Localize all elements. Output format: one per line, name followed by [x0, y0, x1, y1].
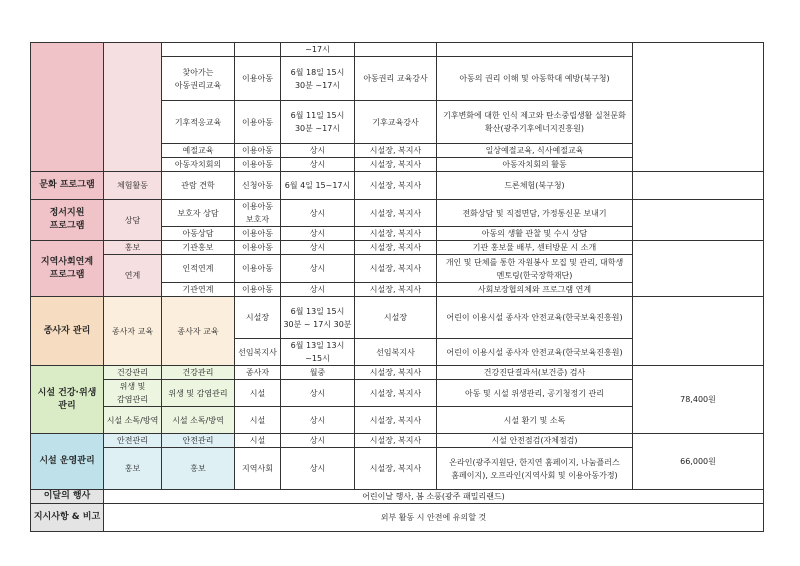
- time-cell: ~17시: [281, 43, 355, 57]
- event-cell: 어린이날 행사, 봄 소풍(광주 패밀리랜드): [104, 490, 764, 504]
- content-cell: 드론체험(북구청): [437, 172, 633, 200]
- place-cell: 시설장, 복지사: [355, 407, 437, 434]
- target-cell: 시설: [235, 434, 281, 448]
- place-cell: 시설장, 복지사: [355, 172, 437, 200]
- time-cell: 상시: [281, 255, 355, 283]
- content-cell: 아동자치회의 활동: [437, 158, 633, 172]
- time-cell: 6월 13일 13시~15시: [281, 339, 355, 366]
- table-row: [31, 504, 764, 532]
- budget-cell: 78,400원: [633, 366, 764, 434]
- place-cell: 시설장, 복지사: [355, 283, 437, 297]
- program-cell: 관람 견학: [162, 172, 235, 200]
- target-cell: 이용아동: [235, 283, 281, 297]
- program-cell: 찾아가는 아동권리교육: [162, 57, 235, 101]
- place-cell: 시설장, 복지사: [355, 200, 437, 227]
- subcategory-cell: 종사자 교육: [104, 297, 162, 366]
- time-cell: 상시: [281, 380, 355, 407]
- content-cell: 어린이 이용시설 종사자 안전교육(한국보육진흥원): [437, 297, 633, 339]
- time-cell: 6월 4일 15~17시: [281, 172, 355, 200]
- time-cell: 상시: [281, 241, 355, 255]
- monthly-plan-table: [30, 42, 764, 532]
- category-cell: 지시사항 & 비고: [31, 504, 104, 532]
- target-cell: 이용아동: [235, 227, 281, 241]
- time-cell: 상시: [281, 434, 355, 448]
- category-cell: 이달의 행사: [31, 490, 104, 504]
- program-cell: 아동자치회의: [162, 158, 235, 172]
- place-cell: 시설장, 복지사: [355, 227, 437, 241]
- target-cell: 이용아동: [235, 101, 281, 144]
- subcategory-cell: 안전관리: [104, 434, 162, 448]
- time-cell: 월중: [281, 366, 355, 380]
- target-cell: 이용아동: [235, 158, 281, 172]
- place-cell: 시설장, 복지사: [355, 366, 437, 380]
- place-cell: 선임복지사: [355, 339, 437, 366]
- content-cell: 기후변화에 대한 인식 제고와 탄소중립생활 실천문화 확산(광주기후에너지진흥원): [437, 101, 633, 144]
- subcategory-cell: [104, 43, 162, 172]
- target-cell: 이용아동: [235, 241, 281, 255]
- content-cell: 전화상담 및 직접면담, 가정통신문 보내기: [437, 200, 633, 227]
- category-cell: 정서지원 프로그램: [31, 200, 104, 241]
- target-cell: 이용아동: [235, 57, 281, 101]
- place-cell: 시설장, 복지사: [355, 380, 437, 407]
- target-cell: 시설장: [235, 297, 281, 339]
- time-cell: 6월 13일 15시 30분 ~ 17시 30분: [281, 297, 355, 339]
- target-cell: 신청아동: [235, 172, 281, 200]
- program-cell: 홍보: [162, 448, 235, 490]
- budget-cell: [633, 43, 764, 172]
- target-cell: 시설: [235, 380, 281, 407]
- target-cell: 종사자: [235, 366, 281, 380]
- time-cell: 상시: [281, 283, 355, 297]
- content-cell: 사회보장협의체와 프로그램 연계: [437, 283, 633, 297]
- place-cell: 시설장, 복지사: [355, 144, 437, 158]
- place-cell: 시설장, 복지사: [355, 448, 437, 490]
- target-cell: 지역사회: [235, 448, 281, 490]
- table-row: [31, 172, 764, 200]
- program-cell: 아동상담: [162, 227, 235, 241]
- notes-cell: 외부 활동 시 안전에 유의할 것: [104, 504, 764, 532]
- place-cell: 시설장, 복지사: [355, 158, 437, 172]
- category-cell: 지역사회연계 프로그램: [31, 241, 104, 297]
- time-cell: 상시: [281, 227, 355, 241]
- content-cell: 개인 및 단체를 통한 자원봉사 모집 및 관리, 대학생 멘토링(한국장학재단): [437, 255, 633, 283]
- content-cell: 어린이 이용시설 종사자 안전교육(한국보육진흥원): [437, 339, 633, 366]
- program-cell: 종사자 교육: [162, 297, 235, 366]
- place-cell: 시설장: [355, 297, 437, 339]
- time-cell: 상시: [281, 144, 355, 158]
- place-cell: 시설장, 복지사: [355, 434, 437, 448]
- content-cell: [437, 43, 633, 57]
- content-cell: 온라인(광주지원단, 한지연 홈페이지, 나눔플러스 홈페이지), 오프라인(지역사회 및 이용아동가정): [437, 448, 633, 490]
- program-cell: 보호자 상담: [162, 200, 235, 227]
- category-cell: 시설 건강·위생 관리: [31, 366, 104, 434]
- target-cell: 이용아동: [235, 144, 281, 158]
- target-cell: [235, 43, 281, 57]
- program-cell: 시설 소독/방역: [162, 407, 235, 434]
- subcategory-cell: 건강관리: [104, 366, 162, 380]
- time-cell: 상시: [281, 200, 355, 227]
- time-cell: 6월 18일 15시 30분 ~17시: [281, 57, 355, 101]
- place-cell: 아동권리 교육강사: [355, 57, 437, 101]
- category-cell: 문화 프로그램: [31, 172, 104, 200]
- time-cell: 상시: [281, 158, 355, 172]
- budget-cell: [633, 241, 764, 297]
- program-cell: 위생 및 감염관리: [162, 380, 235, 407]
- subcategory-cell: 홍보: [104, 448, 162, 490]
- content-cell: 건강진단결과서(보건증) 검사: [437, 366, 633, 380]
- budget-cell: [633, 200, 764, 241]
- category-cell: [31, 43, 104, 172]
- table-row: [31, 490, 764, 504]
- table-row: [31, 241, 764, 255]
- subcategory-cell: 체험활동: [104, 172, 162, 200]
- place-cell: 시설장, 복지사: [355, 255, 437, 283]
- program-cell: 예절교육: [162, 144, 235, 158]
- target-cell: 시설: [235, 407, 281, 434]
- budget-cell: [633, 297, 764, 366]
- program-cell: 기관홍보: [162, 241, 235, 255]
- subcategory-cell: 위생 및 감염관리: [104, 380, 162, 407]
- table-row: [31, 366, 764, 380]
- content-cell: 아동 및 시설 위생관리, 공기청정기 관리: [437, 380, 633, 407]
- place-cell: [355, 43, 437, 57]
- content-cell: 아동의 권리 이해 및 아동학대 예방(북구청): [437, 57, 633, 101]
- program-cell: 기관연계: [162, 283, 235, 297]
- table-row: [31, 434, 764, 448]
- time-cell: 6월 11일 15시 30분 ~17시: [281, 101, 355, 144]
- target-cell: 이용아동: [235, 255, 281, 283]
- time-cell: 상시: [281, 448, 355, 490]
- budget-cell: 66,000원: [633, 434, 764, 490]
- budget-cell: [633, 172, 764, 200]
- content-cell: 기관 홍보물 배부, 센터방문 시 소개: [437, 241, 633, 255]
- subcategory-cell: 홍보: [104, 241, 162, 255]
- content-cell: 일상예절교육, 식사예절교육: [437, 144, 633, 158]
- subcategory-cell: 상담: [104, 200, 162, 241]
- program-cell: 안전관리: [162, 434, 235, 448]
- target-cell: 선임복지사: [235, 339, 281, 366]
- program-cell: 기후적응교육: [162, 101, 235, 144]
- category-cell: 시설 운영관리: [31, 434, 104, 490]
- place-cell: 시설장, 복지사: [355, 241, 437, 255]
- table-row: [31, 43, 764, 57]
- subcategory-cell: 연계: [104, 255, 162, 297]
- place-cell: 기후교육강사: [355, 101, 437, 144]
- category-cell: 종사자 관리: [31, 297, 104, 366]
- program-cell: [162, 43, 235, 57]
- subcategory-cell: 시설 소독/방역: [104, 407, 162, 434]
- target-cell: 이용아동 보호자: [235, 200, 281, 227]
- table-row: [31, 200, 764, 227]
- content-cell: 아동의 생활 관찰 및 수시 상담: [437, 227, 633, 241]
- content-cell: 시설 안전점검(자체점검): [437, 434, 633, 448]
- time-cell: 상시: [281, 407, 355, 434]
- program-cell: 건강관리: [162, 366, 235, 380]
- content-cell: 시설 환기 및 소독: [437, 407, 633, 434]
- program-cell: 인적연계: [162, 255, 235, 283]
- table-row: [31, 297, 764, 339]
